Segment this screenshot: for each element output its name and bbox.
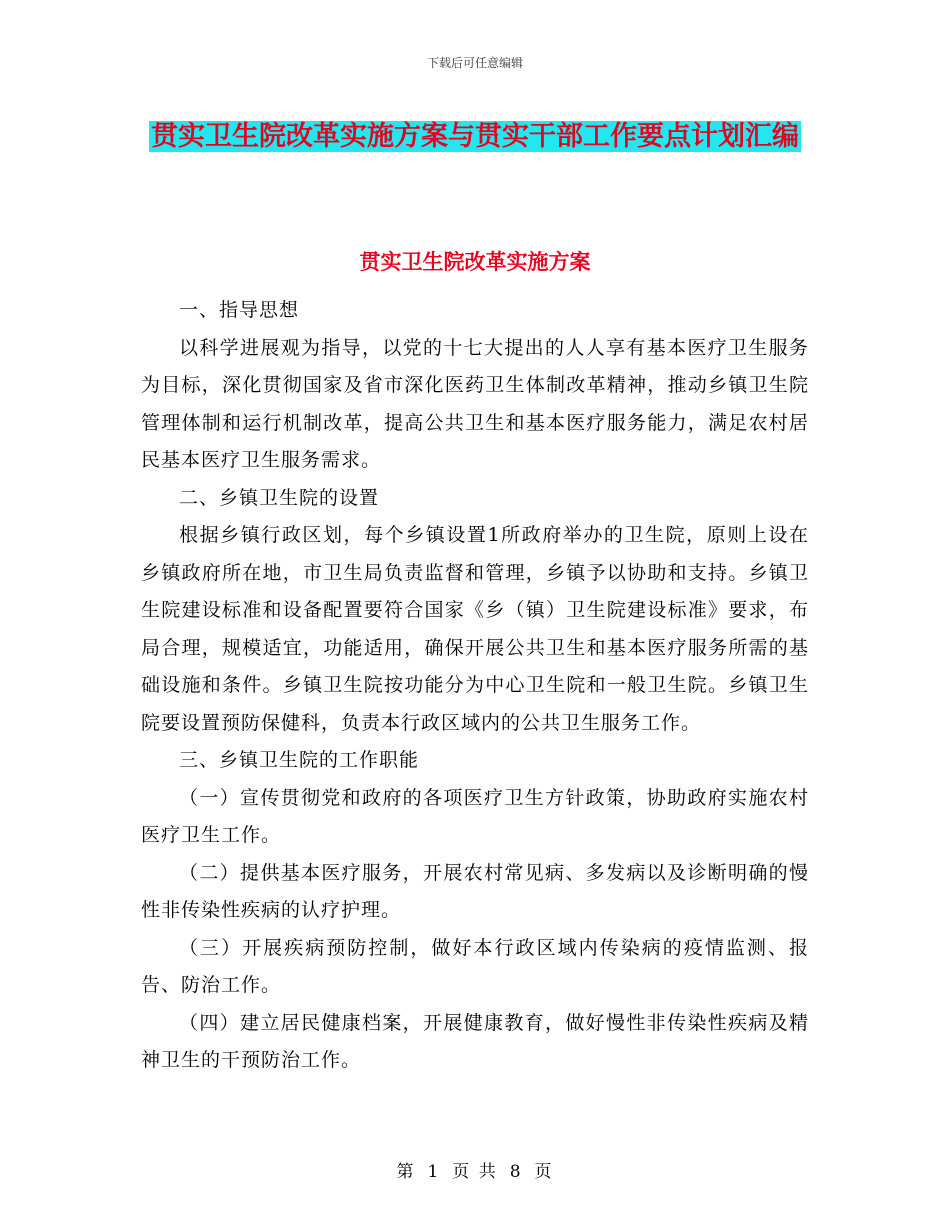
heading-2: 二、乡镇卫生院的设置 [179,486,380,509]
list-item: （二）提供基本医疗服务，开展农村常见病、多发病以及诊断明确的慢性非传染性疾病的认疗护理。 [141,861,809,921]
list-item: （一）宣传贯彻党和政府的各项医疗卫生方针政策，协助政府实施农村医疗卫生工作。 [141,786,809,846]
paragraph: 根据乡镇行政区划，每个乡镇设置1所政府举办的卫生院，原则上设在乡镇政府所在地，市卫生局负责监督和管理，乡镇予以协助和支持。乡镇卫生院建设标准和设备配置要符合国家《乡（镇）卫生院建设标准》要求，布局合理，规模适宜，功能适用，确保开展公共卫生和基本医疗服务所需的基础设施和条件。乡镇卫生院按功能分为中心卫生院和一般卫生院。乡镇卫生院要设置预防保健科，负责本行政区域内的公共卫生服务工作。 [141,524,809,734]
page-number: 1 [427,1162,441,1182]
paragraph: 以科学进展观为指导，以党的十七大提出的人人享有基本医疗卫生服务为目标，深化贯彻国家及省市深化医药卫生体制改革精神，推动乡镇卫生院管理体制和运行机制改革，提高公共卫生和基本医疗服务能力，满足农村居民基本医疗卫生服务需求。 [141,336,809,471]
list-item: （四）建立居民健康档案，开展健康教育，做好慢性非传染性疾病及精神卫生的干预防治工作。 [141,1011,809,1071]
section-title: 贯实卫生院改革实施方案 [359,250,591,274]
document-title [140,112,810,162]
list-item: （三）开展疾病预防控制，做好本行政区域内传染病的疫情监测、报告、防治工作。 [141,936,809,996]
document-body [141,292,809,1080]
heading-3: 三、乡镇卫生院的工作职能 [179,749,420,771]
footer-prefix: 第 [396,1162,416,1182]
footer-suffix: 页 [534,1162,554,1182]
footer-mid: 页 共 [452,1162,498,1182]
heading-1: 一、指导思想 [179,299,300,321]
document-title-text: 贯实卫生院改革实施方案与贯实干部工作要点计划汇编 [151,121,799,152]
page-footer [0,1157,950,1182]
header-note: 下载后可任意编辑 [426,56,523,70]
page-total: 8 [509,1162,523,1182]
